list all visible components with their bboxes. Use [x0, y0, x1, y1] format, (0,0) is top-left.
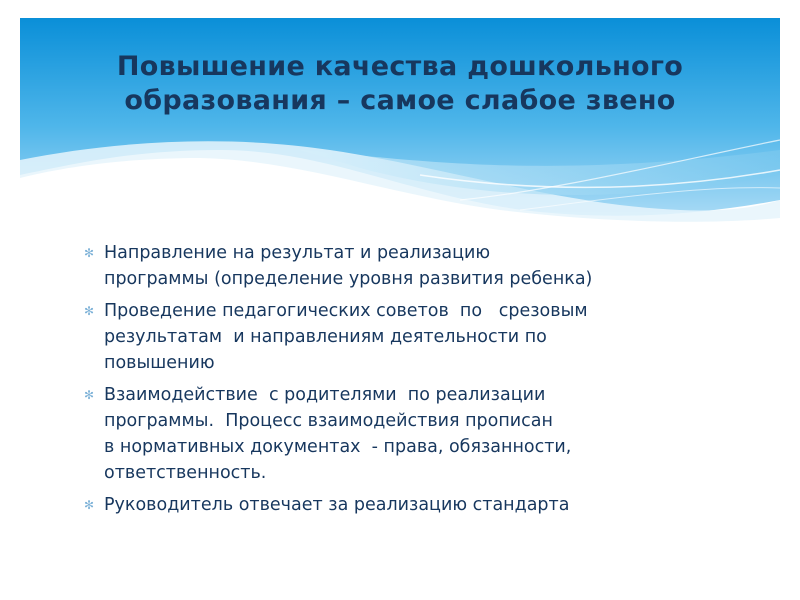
bullet-text-line: Проведение педагогических советов по срезовым	[104, 301, 588, 321]
bullet-item	[84, 240, 734, 292]
bullet-text-line: Взаимодействие с родителями по реализации	[104, 385, 546, 405]
bullet-text-line: ответственность.	[104, 463, 267, 483]
bullet-list	[84, 240, 734, 524]
bullet-text-line: результатам и направлениям деятельности по	[104, 327, 547, 347]
bullet-text-line: Руководитель отвечает за реализацию стандарта	[104, 495, 570, 515]
bullet-star-icon: ✻	[84, 388, 95, 402]
bullet-text-line: в нормативных документах - права, обязанности,	[104, 437, 572, 457]
title-line-2: образования – самое слабое звено	[124, 85, 676, 116]
bullet-text-line: программы. Процесс взаимодействия прописан	[104, 411, 553, 431]
bullet-star-icon: ✻	[84, 498, 95, 512]
title-line-1: Повышение качества дошкольного	[116, 51, 684, 82]
bullet-item	[84, 382, 734, 486]
bullet-item	[84, 492, 734, 518]
header-wave-background	[0, 0, 800, 240]
bullet-star-icon: ✻	[84, 246, 95, 260]
bullet-text-line: программы (определение уровня развития ребенка)	[104, 269, 593, 289]
bullet-text-line: Направление на результат и реализацию	[104, 243, 491, 263]
bullet-text-line: повышению	[104, 353, 215, 373]
bullet-item	[84, 298, 734, 376]
bullet-star-icon: ✻	[84, 304, 95, 318]
slide-title	[40, 50, 760, 118]
